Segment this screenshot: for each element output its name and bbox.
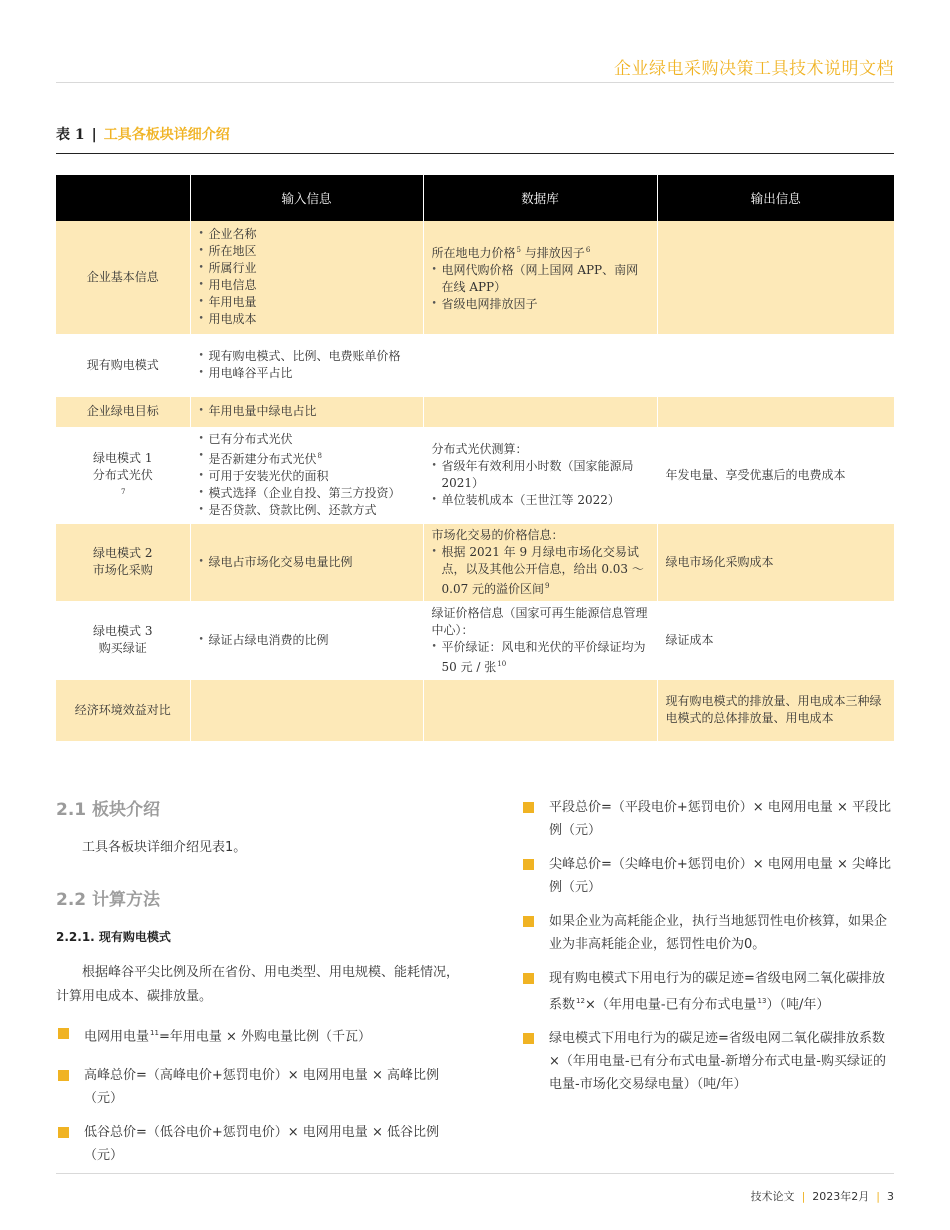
list-item-text: =年用电量 × 外购电量比例（千瓦）: [158, 1029, 371, 1045]
output-cell: 年发电量、享受优惠后的电费成本: [657, 427, 894, 523]
row-heading: [56, 523, 190, 601]
list-item-text: 低谷总价=（低谷电价+惩罚电价）× 电网用电量 × 低谷比例（元）: [84, 1125, 439, 1164]
database-intro: 市场化交易的价格信息：: [431, 527, 564, 542]
list-item: • 用电成本: [199, 311, 415, 328]
database-intro: 绿证价格信息（国家可再生能源信息管理中心）：: [431, 605, 648, 637]
list-item-text: 如果企业为高耗能企业，执行当地惩罚性电价核算，如果企业为非高耗能企业，惩罚性电价为0。: [549, 914, 888, 952]
output-cell: [657, 221, 894, 334]
table-row: [56, 523, 894, 601]
input-cell: [190, 601, 423, 679]
row-heading-line: [64, 467, 182, 501]
list-item: [521, 910, 895, 956]
table-header-row: [56, 175, 894, 221]
list-item: [199, 448, 415, 468]
output-cell: [657, 334, 894, 396]
table-header-cell: 数据库: [423, 175, 657, 221]
square-bullet-icon: [58, 1070, 69, 1081]
input-cell: [190, 679, 423, 741]
database-intro: [432, 242, 649, 262]
row-heading: 企业基本信息: [56, 221, 190, 334]
footer-divider: [56, 1173, 894, 1174]
list-item: • 现有购电模式、比例、电费账单价格: [199, 348, 415, 365]
table-row: [56, 221, 894, 334]
formula-list-right: [521, 796, 895, 1096]
formula-list-left: [56, 1022, 460, 1167]
row-heading-line: 购买绿证: [98, 641, 147, 655]
list-item: • 电网代购价格（网上国网 APP、南网在线 APP）: [432, 262, 649, 296]
list-item-text: 绿电模式下用电行为的碳足迹=省级电网二氧化碳排放系数 ×（年用电量-已有分布式电量-新增分布式电量-购买绿证的电量-市场化交易绿电量）（吨/年）: [549, 1031, 886, 1093]
header-divider: [56, 82, 894, 83]
module-detail-table: [56, 175, 894, 742]
output-cell: 绿证成本: [657, 601, 894, 679]
list-item-text: 尖峰总价=（尖峰电价+惩罚电价）× 电网用电量 × 尖峰比例（元）: [549, 857, 891, 895]
footer-doc-type: 技术论文: [750, 1190, 795, 1203]
list-item: [521, 1027, 895, 1096]
table-row: [56, 679, 894, 741]
square-bullet-icon: [523, 802, 534, 813]
row-heading: 现有购电模式: [56, 334, 190, 396]
list-item: • 可用于安装光伏的面积: [199, 468, 415, 485]
list-item: • 绿电占市场化交易电量比例: [199, 554, 415, 571]
row-heading-line: 绿电模式 1: [93, 450, 153, 465]
database-cell: [423, 601, 657, 679]
table-caption-label: 表 1: [56, 127, 85, 143]
footer-separator: |: [876, 1190, 880, 1203]
section-heading-2-2: 2.2 计算方法: [56, 890, 161, 910]
row-heading-line: 绿电模式 3: [93, 624, 153, 638]
database-intro: 分布式光伏测算：: [431, 442, 528, 456]
square-bullet-icon: [523, 916, 534, 927]
list-item-text: ）（吨/年）: [766, 997, 830, 1013]
table-row: [56, 334, 894, 396]
footnote-ref: 7: [121, 487, 126, 496]
input-cell: [190, 396, 423, 427]
table-caption: [56, 124, 230, 144]
database-intro-text: 与排放因子: [520, 245, 585, 260]
square-bullet-icon: [523, 1033, 534, 1044]
table-header-cell: 输出信息: [657, 175, 894, 221]
row-heading-text: 分布式光伏: [92, 467, 153, 482]
list-item-text: 高峰总价=（高峰电价+惩罚电价）× 电网用电量 × 高峰比例（元）: [84, 1068, 439, 1107]
list-item: • 用电信息: [199, 277, 415, 294]
list-item: [521, 796, 895, 842]
list-item-text: ×（年用电量-已有分布式电量: [584, 997, 757, 1013]
list-item: [56, 1064, 460, 1110]
list-item: • 省级年有效利用小时数（国家能源局 2021）: [432, 458, 649, 492]
input-cell: [190, 334, 423, 396]
caption-divider: [56, 153, 894, 154]
footer-separator: |: [801, 1190, 806, 1203]
list-item: • 年用电量: [199, 294, 415, 311]
list-item-text: 根据 2021 年 9 月绿电市场化交易试点，以及其他公开信息，给出 0.03 ～ 0.07 元的溢价区间: [441, 544, 644, 596]
database-cell: [423, 334, 657, 396]
footer-date: 2023年2月: [812, 1190, 870, 1203]
right-text-column: [521, 796, 895, 1096]
footnote-ref: 12: [576, 997, 585, 1005]
database-cell: [423, 679, 657, 741]
output-cell: 现有购电模式的排放量、用电成本三种绿电模式的总体排放量、用电成本: [657, 679, 894, 741]
list-item-text: 平价绿证：风电和光伏的平价绿证均为 50 元 / 张: [441, 639, 646, 674]
row-heading: 经济环境效益对比: [56, 679, 190, 741]
list-item: • 用电峰谷平占比: [199, 365, 415, 382]
running-header-title: 企业绿电采购决策工具技术说明文档: [614, 59, 894, 79]
page-footer: [751, 1188, 894, 1204]
list-item-text: 是否新建分布式光伏: [208, 452, 317, 466]
database-cell: [423, 427, 657, 523]
footnote-ref: 10: [497, 659, 507, 668]
list-item: [56, 1121, 460, 1167]
list-item: • 企业名称: [199, 226, 415, 243]
list-item: [521, 853, 895, 899]
row-heading-line: 绿电模式 2: [93, 546, 153, 560]
square-bullet-icon: [58, 1028, 69, 1039]
table-row: [56, 427, 894, 523]
list-item: • 模式选择（企业自投、第三方投资）: [199, 485, 415, 502]
page-number: 3: [887, 1190, 894, 1203]
table-row: [56, 396, 894, 427]
list-item: • 所在地区: [199, 243, 415, 260]
list-item-text: 现有购电模式下用电行为的碳足迹=省级电网二氧化碳排放系数: [549, 971, 885, 1013]
table-row: [56, 601, 894, 679]
list-item: [521, 967, 895, 1016]
input-cell: [190, 221, 423, 334]
section-heading-2-1: 2.1 板块介绍: [56, 800, 161, 820]
section-heading-2-2-1: 2.2.1. 现有购电模式: [56, 930, 171, 944]
footnote-ref: 5: [516, 245, 521, 254]
database-intro-text: 所在地电力价格: [431, 245, 516, 260]
footnote-ref: 9: [545, 581, 550, 590]
square-bullet-icon: [523, 859, 534, 870]
output-cell: [657, 396, 894, 427]
table-header-cell: 输入信息: [190, 175, 423, 221]
output-cell: 绿电市场化采购成本: [657, 523, 894, 601]
footnote-ref: 13: [757, 997, 767, 1005]
list-item: [432, 639, 649, 676]
section-2-1-body: 工具各板块详细介绍见表1。: [82, 840, 247, 855]
list-item: • 是否贷款、贷款比例、还款方式: [199, 502, 415, 519]
list-item: • 省级电网排放因子: [432, 296, 649, 313]
row-heading: [56, 601, 190, 679]
footnote-ref: 8: [317, 452, 322, 460]
square-bullet-icon: [523, 973, 534, 984]
square-bullet-icon: [58, 1127, 69, 1138]
input-cell: [190, 523, 423, 601]
list-item: • 年用电量中绿电占比: [199, 403, 415, 420]
table-header-cell: [56, 175, 190, 221]
row-heading: 企业绿电目标: [56, 396, 190, 427]
list-item: • 绿证占绿电消费的比例: [199, 632, 415, 649]
database-cell: [423, 523, 657, 601]
footnote-ref: 6: [585, 245, 591, 254]
left-text-column: [56, 795, 460, 1167]
row-heading-line: 市场化采购: [92, 563, 153, 577]
list-item: • 单位装机成本（王世江等 2022）: [432, 492, 649, 509]
table-caption-title: 工具各板块详细介绍: [103, 127, 230, 143]
list-item: • 已有分布式光伏: [199, 431, 415, 448]
section-2-2-1-body: 根据峰谷平尖比例及所在省份、用电类型、用电规模、能耗情况，计算用电成本、碳排放量。: [56, 965, 460, 1004]
database-cell: [423, 221, 657, 334]
footnote-ref: 11: [150, 1029, 159, 1037]
list-item: [56, 1022, 460, 1048]
table-caption-separator: |: [91, 127, 97, 143]
list-item-text: 电网用电量: [84, 1029, 150, 1045]
list-item: [432, 544, 649, 598]
list-item: • 所属行业: [199, 260, 415, 277]
row-heading: [56, 427, 190, 523]
list-item-text: 平段总价=（平段电价+惩罚电价）× 电网用电量 × 平段比例（元）: [549, 800, 891, 838]
input-cell: [190, 427, 423, 523]
database-cell: [423, 396, 657, 427]
